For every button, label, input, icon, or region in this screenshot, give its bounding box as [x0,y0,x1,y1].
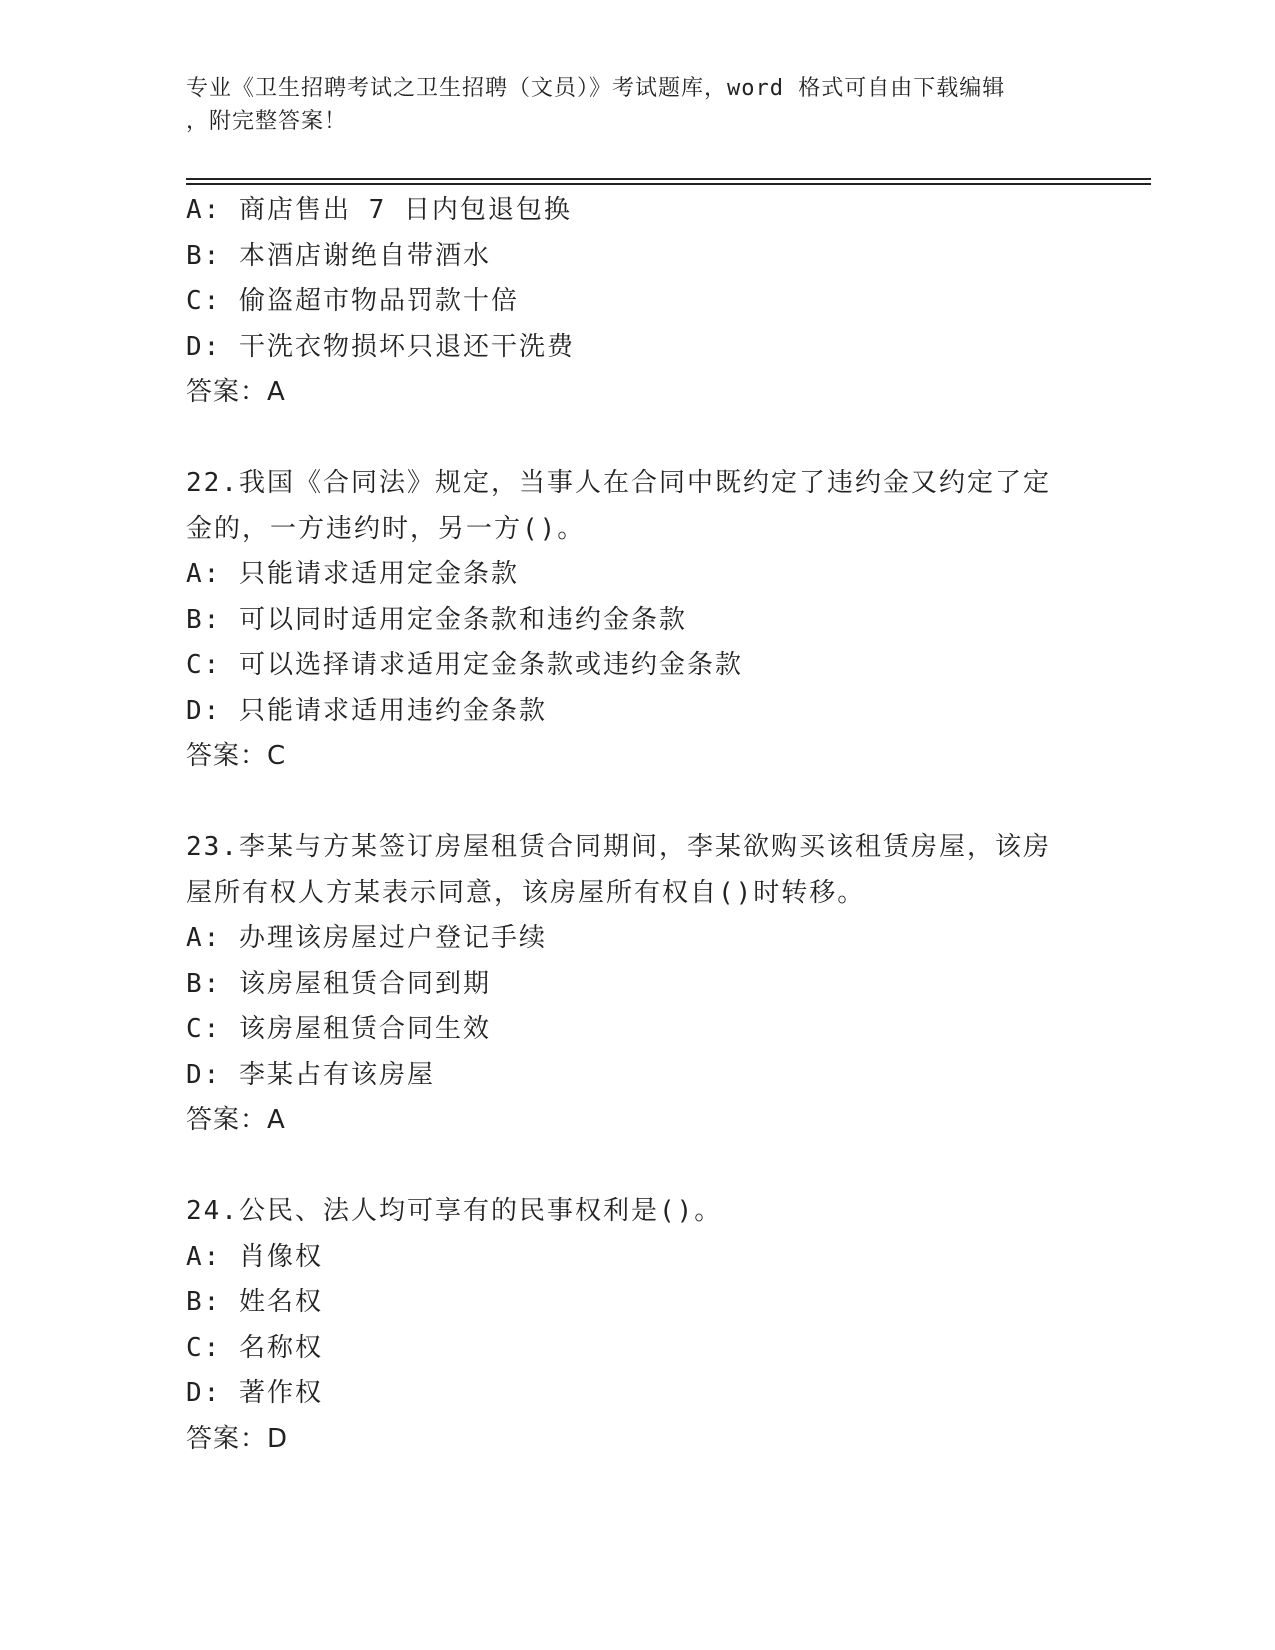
option-a: A: 肖像权 [186,1241,323,1272]
option-a: A: 商店售出 7 日内包退包换 [186,195,572,225]
header-divider-bottom [186,183,1151,185]
document-header [186,72,1066,138]
option-b: B: 姓名权 [186,1287,323,1317]
option-a: A: 办理该房屋过户登记手续 [186,923,547,953]
question-list [186,188,1086,1462]
option-b: B: 该房屋租赁合同到期 [186,968,491,999]
header-line-2: ，附完整答案！ [186,109,348,134]
option-d: D: 只能请求适用违约金条款 [186,695,547,726]
question-stem-line-2: 金的，一方违约时，另一方()。 [186,513,586,544]
spacer [186,416,1086,462]
question-21 [186,188,1086,416]
option-c: C: 偷盗超市物品罚款十倍 [186,286,519,316]
spacer [186,780,1086,826]
header-line-1: 专业《卫生招聘考试之卫生招聘（文员）》考试题库，word 格式可自由下载编辑 [186,76,1006,101]
option-d: D: 著作权 [186,1378,323,1408]
header-divider-top [186,178,1151,180]
question-24 [186,1189,1086,1462]
question-stem-line-1: 24.公民、法人均可享有的民事权利是()。 [186,1196,723,1226]
option-a: A: 只能请求适用定金条款 [186,559,519,589]
option-d: D: 李某占有该房屋 [186,1059,435,1090]
option-c: C: 名称权 [186,1332,323,1363]
answer: 答案：C [186,741,287,771]
spacer [186,1144,1086,1190]
option-c: C: 该房屋租赁合同生效 [186,1014,491,1044]
option-b: B: 本酒店谢绝自带酒水 [186,240,491,271]
answer: 答案：A [186,1105,286,1135]
question-stem-line-2: 屋所有权人方某表示同意，该房屋所有权自()时转移。 [186,877,866,908]
question-stem-line-1: 22.我国《合同法》规定，当事人在合同中既约定了违约金又约定了定 [186,468,1051,498]
answer: 答案：A [186,377,286,407]
question-23 [186,825,1086,1144]
option-d: D: 干洗衣物损坏只退还干洗费 [186,331,575,362]
option-b: B: 可以同时适用定金条款和违约金条款 [186,604,687,635]
answer: 答案：D [186,1423,289,1454]
option-c: C: 可以选择请求适用定金条款或违约金条款 [186,650,743,680]
question-22 [186,461,1086,780]
question-stem-line-1: 23.李某与方某签订房屋租赁合同期间，李某欲购买该租赁房屋，该房 [186,832,1051,862]
